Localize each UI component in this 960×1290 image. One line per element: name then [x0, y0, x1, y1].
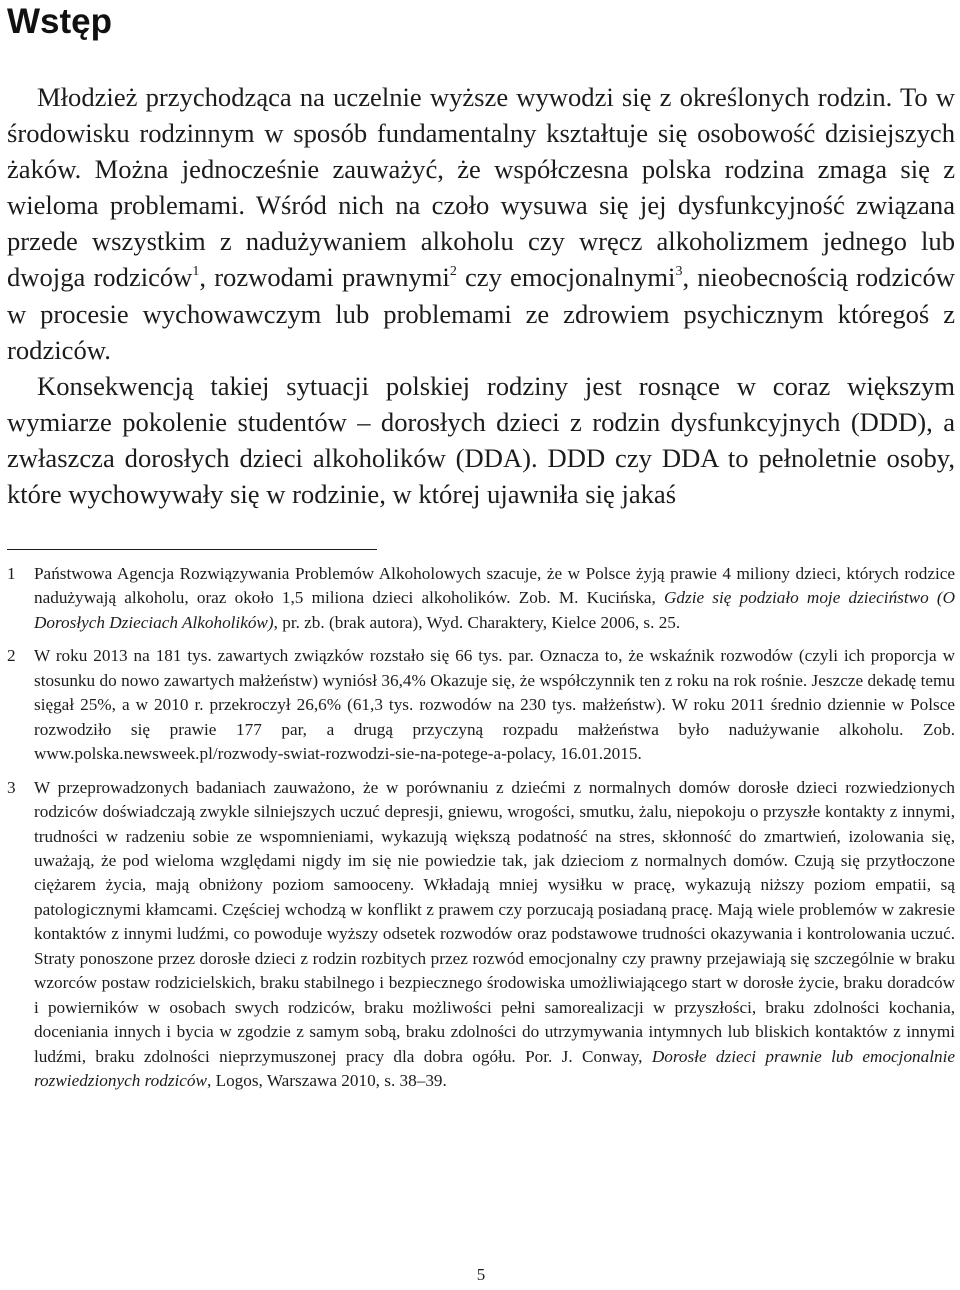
paragraph-1-text-a: Młodzież przychodząca na uczelnie wyższe wywodzi się z określonych rodzin. To w środowisku rodzinnym w sposób fundamentalny kształtuje się osobowość dzisiejszych żaków. Można jednocześnie zauważyć, że współczesna polska rodzina zmaga się z wieloma problemami. Wśród nich na czoło wysuwa się jej dysfunkcyjność związana przede wszystkim z nadużywaniem alkoholu czy wręcz alkoholizmem jednego lub dwojga rodziców	[7, 82, 955, 293]
paragraph-1-text-c: czy emocjonalnymi	[456, 262, 676, 293]
paragraph-2: Konsekwencją takiej sytuacji polskiej rodziny jest rosnące w coraz większym wymiarze pokolenie studentów – dorosłych dzieci z rodzin dysfunkcyjnych (DDD), a zwłaszcza dorosłych dzieci alkoholików (DDA). DDD czy DDA to pełnoletnie osoby, które wychowywały się w rodzinie, w której ujawniła się jakaś	[7, 370, 955, 510]
footnote-ref-3[interactable]: 3	[675, 263, 683, 279]
footnote-text-end: , pr. zb. (brak autora), Wyd. Charaktery, Kielce 2006, s. 25.	[273, 612, 681, 632]
footnote-ref-2[interactable]: 2	[449, 263, 457, 279]
paragraph-1	[7, 79, 955, 368]
footnote-text: Państwowa Agencja Rozwiązywania Problemów Alkoholowych szacuje, że w Polsce żyją prawie 4 miliony dzieci, których rodzice nadużywają alkoholu, oraz około 1,5 miliona dzieci alkoholików. Zob. M. Kucińska,	[34, 564, 955, 608]
footnote-separator	[7, 549, 377, 550]
footnotes	[7, 562, 955, 1103]
footnote-number: 2	[7, 646, 16, 666]
body-text	[7, 79, 955, 512]
footnote-number: 3	[7, 777, 16, 797]
footnote-text: W roku 2013 na 181 tys. zawartych związków rozstało się 66 tys. par. Oznacza to, że wskaźnik rozwodów (czyli ich proporcja w stosunku do nowo zawartych małżeństw) wyniósł 36,4% Okazuje się, że współczynnik ten z roku na rok rośnie. Jeszcze dekadę temu sięgał 25%, a w 2010 r. przekroczył 26,6% (61,3 tys. rozwodów na 230 tys. małżeństw). W roku 2011 średnio dziennie w Polsce rozwodziło się prawie 177 par, a drugą przyczyną rozpadu małżeństwa było nadużywanie alkoholu. Zob. www.polska.newsweek.pl/rozwody-swiat-rozwodzi-sie-na-potege-a-polacy, 16.01.2015.	[34, 646, 955, 764]
footnote-2	[7, 644, 955, 766]
footnote-text-end: , Logos, Warszawa 2010, s. 38–39.	[206, 1071, 447, 1091]
footnote-text: W przeprowadzonych badaniach zauważono, że w porównaniu z dziećmi z normalnych domów dorosłe dzieci rozwiedzionych rodziców doświadczają zwykle silniejszych uczuć depresji, gniewu, wrogości, smutku, żalu, niepokoju o przyszłe kontakty z innymi, trudności w radzeniu sobie ze wspomnieniami, wykazują większą podatność na stres, skłonność do zmartwień, izolowania się, uważają, że pod wieloma względami nigdy im się nie powiedzie tak, jak dzieciom z normalnych domów. Czują się przytłoczone ciężarem życia, mają obniżony poziom samooceny. Wkładają mniej wysiłku w pracę, wykazują niższy poziom empatii, są patologicznymi kłamcami. Częściej wchodzą w konflikt z prawem czy porzucają posiadaną pracę. Mają wiele problemów w zakresie kontaktów z innymi ludźmi, co powoduje wyższy odsetek rozwodów oraz podstawowe trudności okazywania i kontrolowania uczuć. Straty ponoszone przez dorosłe dzieci z rodzin rozbitych przez rozwód emocjonalny czy prawny przejawiają się szczególnie w braku wzorców postaw rodzicielskich, braku stabilnego i bezpiecznego środowiska umożliwiającego start w dorosłe życie, braku doradców i powierników w osobach swych rodziców, braku możliwości pełni samorealizacji w przyszłości, braku zdolności kochania, doceniania innych i bycia w zgodzie z samym sobą, braku zdolności do utrzymywania intymnych lub bliskich kontaktów z innymi ludźmi, braku zdolności nieprzymuszonej pracy dla dobra ogółu. Por. J. Conway,	[34, 777, 955, 1066]
paragraph-1-text-b: , rozwodami prawnymi	[199, 262, 450, 293]
footnote-ref-1[interactable]: 1	[192, 263, 200, 279]
footnote-3	[7, 776, 955, 1094]
footnote-book-title: Dorosłe dzieci prawnie lub emocjonalnie rozwiedzionych rodziców	[34, 1046, 955, 1091]
chapter-title: Wstęp	[7, 2, 112, 41]
footnote-book-title: Gdzie się podziało moje dzieciństwo (O Dorosłych Dzieciach Alkoholików)	[34, 588, 956, 632]
page-number: 5	[476, 1265, 486, 1284]
paragraph-1-text-d: , nieobecnością rodziców w procesie wychowawczym lub problemami ze zdrowiem psychicznym któregoś z rodziców.	[7, 262, 955, 365]
footnote-1	[7, 562, 955, 635]
footnote-number: 1	[7, 564, 16, 583]
